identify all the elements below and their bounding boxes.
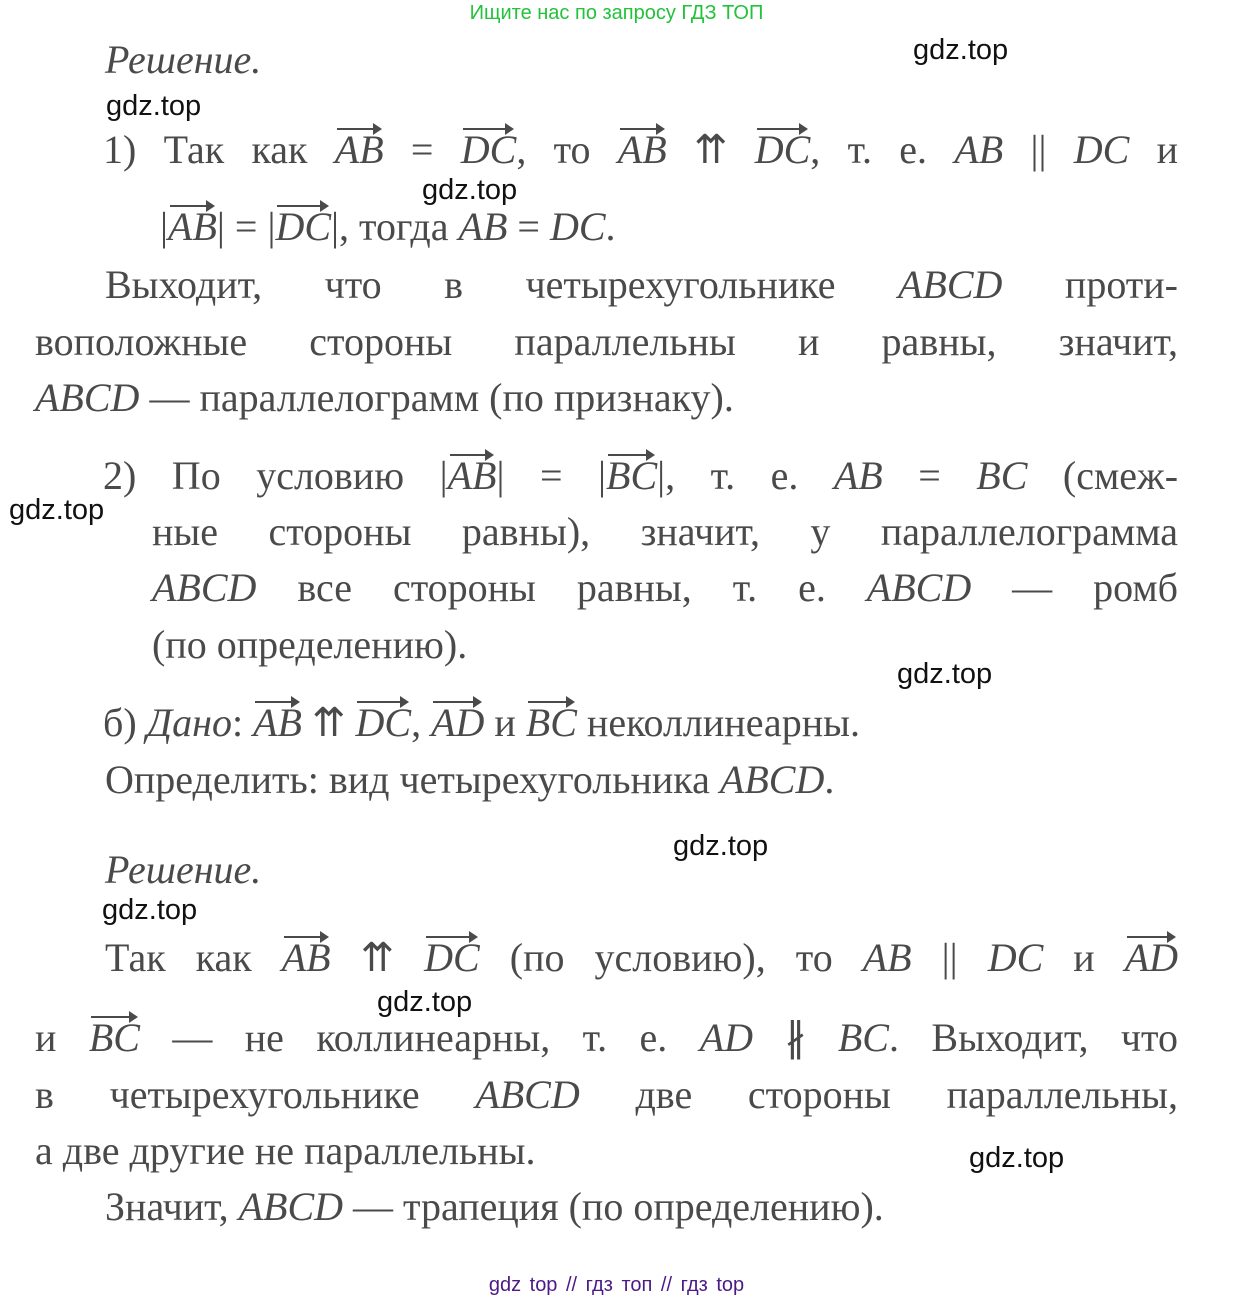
italic-term: AB bbox=[833, 453, 883, 498]
italic-term: Решение. bbox=[105, 37, 262, 82]
text-line bbox=[35, 374, 734, 422]
text-run: |, тогда bbox=[331, 204, 459, 249]
text-line bbox=[105, 1183, 884, 1231]
italic-term: DC bbox=[1073, 127, 1130, 172]
vector-symbol: BC bbox=[88, 1015, 140, 1060]
text-run: воположные стороны параллельны и равны, значит, bbox=[35, 319, 1178, 364]
footer-links[interactable]: gdz top // гдз топ // гдз top bbox=[488, 1274, 745, 1296]
text-run: и bbox=[1129, 127, 1178, 172]
text-line bbox=[160, 203, 616, 251]
vector-symbol: BC bbox=[606, 453, 658, 498]
text-run: две стороны параллельны, bbox=[579, 1072, 1179, 1117]
vector-symbol: BC bbox=[525, 700, 577, 745]
text-line bbox=[105, 261, 1178, 309]
text-run: и bbox=[1043, 935, 1125, 980]
vector-symbol: AD bbox=[431, 700, 485, 745]
text-run: Выходит, что в четырехугольнике bbox=[105, 262, 898, 307]
italic-term: BC bbox=[976, 453, 1028, 498]
text-run: . Выходит, что bbox=[889, 1015, 1179, 1060]
search-banner[interactable]: Ищите нас по запросу ГДЗ ТОП bbox=[469, 2, 764, 24]
watermark: gdz.top bbox=[106, 90, 202, 122]
text-run: ⇈ bbox=[301, 700, 356, 745]
italic-term: ABCD bbox=[475, 1072, 580, 1117]
italic-term: ABCD bbox=[719, 757, 825, 802]
text-run: . bbox=[605, 204, 616, 249]
text-line bbox=[152, 508, 1178, 556]
text-run: | bbox=[160, 204, 169, 249]
vector-symbol: DC bbox=[460, 127, 517, 172]
text-run: = bbox=[383, 127, 461, 172]
text-run: || bbox=[911, 935, 988, 980]
watermark: gdz.top bbox=[422, 174, 518, 206]
italic-term: BC bbox=[837, 1015, 889, 1060]
text-run: | = | bbox=[216, 204, 276, 249]
watermark: gdz.top bbox=[673, 830, 769, 862]
vector-symbol: AB bbox=[617, 127, 667, 172]
text-run: ⇈ bbox=[666, 127, 755, 172]
text-run: . bbox=[824, 757, 835, 802]
text-line bbox=[35, 318, 1178, 366]
italic-term: AD bbox=[699, 1015, 754, 1060]
text-run: , т. е. bbox=[810, 127, 955, 172]
watermark: gdz.top bbox=[102, 894, 198, 926]
text-run: 2) По условию | bbox=[103, 453, 448, 498]
text-run: — ромб bbox=[971, 565, 1178, 610]
text-line bbox=[105, 36, 261, 84]
text-run: — параллелограмм (по признаку). bbox=[139, 375, 734, 420]
text-line bbox=[152, 621, 467, 669]
watermark: gdz.top bbox=[897, 658, 993, 690]
text-run: ные стороны равны), значит, у параллелограмма bbox=[152, 509, 1178, 554]
text-run: , то bbox=[516, 127, 618, 172]
watermark: gdz.top bbox=[9, 494, 105, 526]
italic-term: DC bbox=[549, 204, 606, 249]
text-run: = bbox=[507, 204, 550, 249]
vector-symbol: AD bbox=[1124, 935, 1179, 980]
text-run: Значит, bbox=[105, 1184, 239, 1229]
text-run: , bbox=[411, 700, 432, 745]
vector-symbol: DC bbox=[355, 700, 412, 745]
italic-term: Решение. bbox=[105, 847, 262, 892]
italic-term: Дано bbox=[146, 700, 232, 745]
italic-term: ABCD bbox=[35, 375, 140, 420]
text-run: ∦ bbox=[753, 1015, 838, 1060]
italic-term: ABCD bbox=[238, 1184, 344, 1229]
italic-term: ABCD bbox=[898, 262, 1003, 307]
text-run: (смеж- bbox=[1027, 453, 1179, 498]
text-run: и bbox=[484, 700, 526, 745]
text-run: неколлинеарны. bbox=[576, 700, 860, 745]
text-line bbox=[35, 1014, 1178, 1062]
italic-term: AB bbox=[862, 935, 912, 980]
italic-term: ABCD bbox=[866, 565, 972, 610]
text-line bbox=[35, 1127, 536, 1175]
text-line bbox=[103, 126, 1178, 174]
text-run: : bbox=[231, 700, 254, 745]
text-run: = bbox=[882, 453, 977, 498]
vector-symbol: AB bbox=[334, 127, 384, 172]
text-run: Определить: вид четырехугольника bbox=[105, 757, 720, 802]
text-run: ⇈ bbox=[330, 935, 425, 980]
vector-symbol: DC bbox=[275, 204, 332, 249]
text-run: и bbox=[35, 1015, 89, 1060]
text-run: Так как bbox=[105, 935, 282, 980]
text-line bbox=[103, 699, 860, 747]
italic-term: ABCD bbox=[152, 565, 257, 610]
watermark: gdz.top bbox=[969, 1142, 1065, 1174]
text-run: а две другие не параллельны. bbox=[35, 1128, 536, 1173]
text-line bbox=[152, 564, 1178, 612]
vector-symbol: AB bbox=[253, 700, 302, 745]
text-line bbox=[105, 846, 261, 894]
text-run: б) bbox=[103, 700, 147, 745]
vector-symbol: AB bbox=[281, 935, 331, 980]
italic-term: DC bbox=[987, 935, 1044, 980]
text-run: | = | bbox=[496, 453, 607, 498]
text-run: |, т. е. bbox=[657, 453, 834, 498]
vector-symbol: DC bbox=[754, 127, 811, 172]
text-line bbox=[35, 1071, 1178, 1119]
italic-term: AB bbox=[458, 204, 508, 249]
text-run: все стороны равны, т. е. bbox=[256, 565, 867, 610]
text-run: (по определению). bbox=[152, 622, 468, 667]
text-line bbox=[103, 452, 1178, 500]
text-run: — трапеция (по определению). bbox=[343, 1184, 884, 1229]
italic-term: AB bbox=[954, 127, 1004, 172]
watermark: gdz.top bbox=[377, 986, 473, 1018]
text-run: проти- bbox=[1002, 262, 1178, 307]
text-run: (по условию), то bbox=[479, 935, 863, 980]
text-run: — не коллинеарны, т. е. bbox=[139, 1015, 700, 1060]
text-run: 1) Так как bbox=[103, 127, 335, 172]
text-run: в четырехугольнике bbox=[35, 1072, 476, 1117]
vector-symbol: DC bbox=[424, 935, 480, 980]
text-line bbox=[105, 934, 1178, 982]
watermark: gdz.top bbox=[913, 34, 1009, 66]
text-line bbox=[105, 756, 834, 804]
text-run: || bbox=[1003, 127, 1074, 172]
vector-symbol: AB bbox=[168, 204, 217, 249]
vector-symbol: AB bbox=[447, 453, 497, 498]
